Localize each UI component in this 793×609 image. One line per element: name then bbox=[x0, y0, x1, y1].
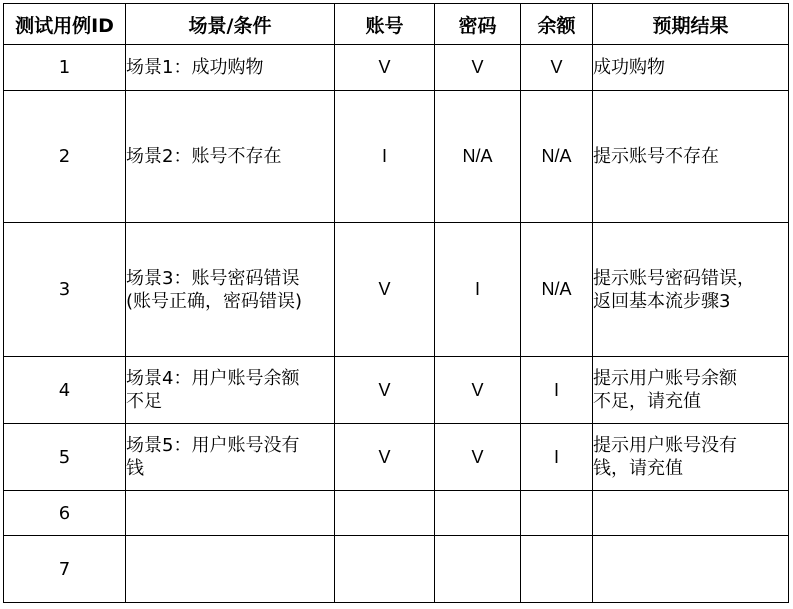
cell-scenario: 场景5：用户账号没有 钱 bbox=[126, 424, 335, 491]
cell-scenario: 场景3：账号密码错误 (账号正确，密码错误) bbox=[126, 223, 335, 357]
cell-expected-result bbox=[593, 536, 789, 603]
cell-password: V bbox=[435, 357, 521, 424]
cell-balance: I bbox=[521, 357, 593, 424]
cell-account: V bbox=[335, 357, 435, 424]
cell-account bbox=[335, 536, 435, 603]
cell-id: 1 bbox=[4, 45, 126, 91]
cell-account: V bbox=[335, 424, 435, 491]
cell-password: I bbox=[435, 223, 521, 357]
cell-id: 4 bbox=[4, 357, 126, 424]
table-row bbox=[4, 424, 789, 491]
cell-account: I bbox=[335, 91, 435, 223]
cell-expected-result: 成功购物 bbox=[593, 45, 789, 91]
header-expected-result: 预期结果 bbox=[593, 4, 789, 45]
cell-balance: V bbox=[521, 45, 593, 91]
header-balance: 余额 bbox=[521, 4, 593, 45]
cell-scenario bbox=[126, 491, 335, 536]
cell-balance: I bbox=[521, 424, 593, 491]
header-password: 密码 bbox=[435, 4, 521, 45]
cell-id: 3 bbox=[4, 223, 126, 357]
cell-balance: N/A bbox=[521, 91, 593, 223]
cell-scenario: 场景4：用户账号余额 不足 bbox=[126, 357, 335, 424]
table-row bbox=[4, 45, 789, 91]
header-row bbox=[4, 4, 789, 45]
cell-scenario bbox=[126, 536, 335, 603]
cell-account bbox=[335, 491, 435, 536]
cell-expected-result bbox=[593, 491, 789, 536]
cell-account: V bbox=[335, 45, 435, 91]
cell-id: 7 bbox=[4, 536, 126, 603]
header-test-case-id: 测试用例ID bbox=[4, 4, 126, 45]
cell-expected-result: 提示账号密码错误， 返回基本流步骤3 bbox=[593, 223, 789, 357]
cell-account: V bbox=[335, 223, 435, 357]
cell-password bbox=[435, 491, 521, 536]
cell-password: V bbox=[435, 45, 521, 91]
cell-password: V bbox=[435, 424, 521, 491]
cell-expected-result: 提示用户账号余额 不足，请充值 bbox=[593, 357, 789, 424]
cell-id: 2 bbox=[4, 91, 126, 223]
cell-scenario: 场景2：账号不存在 bbox=[126, 91, 335, 223]
table-row bbox=[4, 357, 789, 424]
table-row bbox=[4, 223, 789, 357]
cell-balance bbox=[521, 491, 593, 536]
cell-password: N/A bbox=[435, 91, 521, 223]
header-scenario: 场景/条件 bbox=[126, 4, 335, 45]
table-row bbox=[4, 491, 789, 536]
cell-expected-result: 提示账号不存在 bbox=[593, 91, 789, 223]
table-row bbox=[4, 536, 789, 603]
cell-balance bbox=[521, 536, 593, 603]
cell-id: 6 bbox=[4, 491, 126, 536]
header-account: 账号 bbox=[335, 4, 435, 45]
cell-expected-result: 提示用户账号没有 钱，请充值 bbox=[593, 424, 789, 491]
cell-password bbox=[435, 536, 521, 603]
cell-id: 5 bbox=[4, 424, 126, 491]
test-case-table bbox=[3, 3, 789, 603]
cell-balance: N/A bbox=[521, 223, 593, 357]
cell-scenario: 场景1：成功购物 bbox=[126, 45, 335, 91]
table-row bbox=[4, 91, 789, 223]
